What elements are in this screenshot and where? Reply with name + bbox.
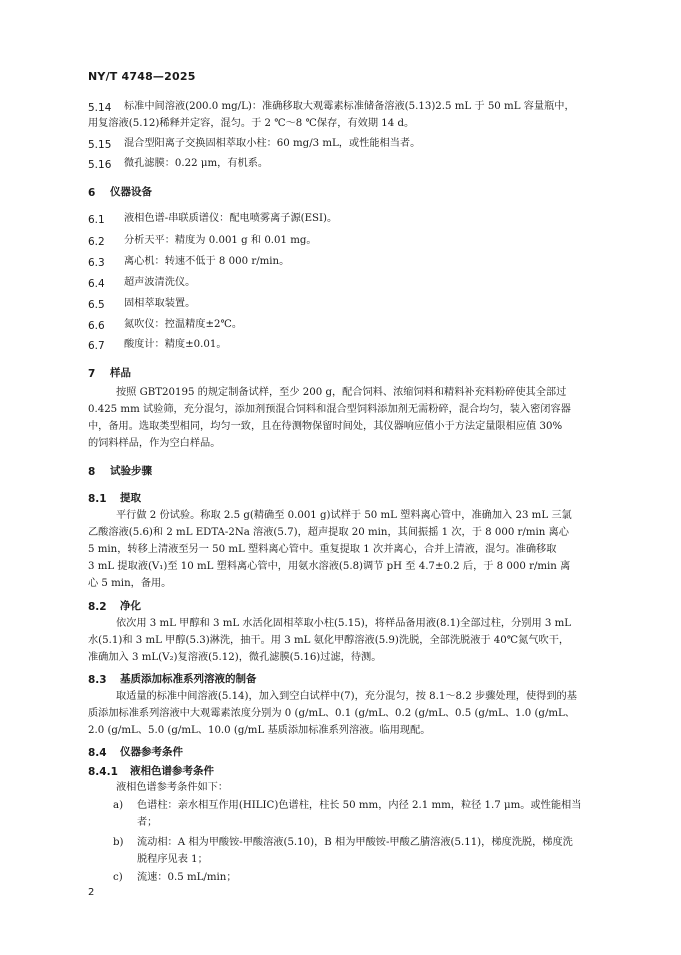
section-title: 仪器设备 (110, 186, 152, 198)
subsection-title: 基质添加标准系列溶液的制备 (120, 673, 257, 685)
item-number: 6.6 (88, 320, 105, 332)
list-marker: a) (113, 800, 124, 811)
item-number: 5.14 (88, 102, 112, 114)
conditions-intro: 液相色谱参考条件如下： (116, 782, 229, 793)
item-number: 6.3 (88, 257, 105, 269)
item-text: 微孔滤膜：0.22 μm，有机系。 (124, 158, 269, 169)
item-text: 分析天平：精度为 0.001 g 和 0.01 mg。 (124, 235, 317, 246)
subsection-title: 净化 (120, 600, 141, 612)
list-marker: c) (113, 872, 123, 883)
item-text: 用复溶液(5.12)稀释并定容，混匀。于 2 ℃～8 ℃保存，有效期 14 d。 (88, 118, 415, 129)
item-number: 5.15 (88, 139, 112, 151)
document-page: NY/T 4748—2025 5.14 标准中间溶液(200.0 mg/L)：准确移取大观霉素标准储备溶液(5.13)2.5 mL 于 50 mL 容量瓶中， 用复溶液(5.12)稀释并定容，混匀。于 2 ℃～8 ℃保存，有效期 14 d。 5.15 混合型阳离子交换固相萃取小柱：60 mg/3 mL，或性能相当者。 5.16 微孔滤膜：0.22 μm，有机系。 6 仪器设备 6.1 液相色谱-串联质谱仪：配电喷雾离子源(ESI)。 6.2 分析天平：精度为 0.001 g 和 0.01 mg。 6.3 离心机：转速不低于 8 000 r/min。 6.4 超声波清洗仪。 6.5 固相萃取装置。 6.6 氮吹仪：控温精度±2℃。 6.7 酸度计：精度±0.01。 7 样品 按照 GBT20195 的规定制备试样，至少 200 g，配合饲料、浓缩饲料和精料补充料粉碎使其全部过 0.425 mm 试验筛，充分混匀，添加剂预混合饲料和混合型饲料添加剂无需粉碎，混合均匀，装入密闭容器 中，备用。选取类型相同，均匀一致，且在待测物保留时间处，其仪器响应值小于方法定量限相应值 30% 的饲料样品，作为空白样品。 8 试验步骤 8.1 提取 平行做 2 份试验。称取 2.5 g(精确至 0.001 g)试样于 50 mL 塑料离心管中，准确加入 23 mL 三氯 乙酸溶液(5.6)和 2 mL EDTA-2Na 溶液(5.7)，超声提取 20 min，其间振摇 1 次，于 8 000 r/min 离心 5 min，转移上清液至另一 50 mL 塑料离心管中。重复提取 1 次并离心，合并上清液，混匀。准确移取 3 mL 提取液(V₁)至 10 mL 塑料离心管中，用氨水溶液(5.8)调节 pH 至 4.7±0.2 后，于 8 000 r/min 离 心 5 min，备用。 8.2 净化 依次用 3 mL 甲醇和 3 mL 水活化固相萃取小柱(5.15)，将样品备用液(8.1)全部过柱，分别用 3 mL 水(5.1)和 3 mL 甲醇(5.3)淋洗，抽干。用 3 mL 氨化甲醇溶液(5.9)洗脱，全部洗脱液于 40℃氮气吹干， 准确加入 3 mL(V₂)复溶液(5.12)，微孔滤膜(5.16)过滤，待测。 8.3 基质添加标准系列溶液的制备 取适量的标准中间溶液(5.14)，加入到空白试样中(7)，充分混匀，按 8.1～8.2 步骤处理，使得到的基 质添加标准系列溶液中大观霉素浓度分别为 0 (g/mL、0.1 (g/mL、0.2 (g/mL、0.5 (g/mL、1.0 (g/mL、 2.0 (g/mL、5.0 (g/mL、10.0 (g/mL 基质添加标准系列溶液。临用现配。 8.4 仪器参考条件 8.4.1 液相色谱参考条件 液相色谱参考条件如下： a) 色谱柱：亲水相互作用(HILIC)色谱柱，柱长 50 mm，内径 2.1 mm，粒径 1.7 μm。或性能相当 者； b) 流动相：A 相为甲酸铵-甲酸溶液(5.10)，B 相为甲酸铵-甲酸乙腈溶液(5.11)，梯度洗脱，梯度洗 脱程序见表 1； c) 流速：0.5 mL/min； 2 (88, 70, 582, 898)
item-text: 标准中间溶液(200.0 mg/L)：准确移取大观霉素标准储备溶液(5.13)2.5 mL 于 50 mL 容量瓶中， (124, 101, 575, 112)
item-text: 离心机：转速不低于 8 000 r/min。 (124, 256, 290, 267)
item-number: 6.5 (88, 299, 105, 311)
page-number: 2 (88, 887, 95, 898)
item-number: 6.1 (88, 214, 105, 226)
standard-code: NY/T 4748—2025 (88, 70, 196, 83)
subsection-title: 提取 (120, 492, 141, 504)
subsection-title: 仪器参考条件 (120, 746, 183, 758)
item-text: 酸度计：精度±0.01。 (124, 339, 227, 350)
subsection-title: 液相色谱参考条件 (130, 765, 214, 777)
item-text: 混合型阳离子交换固相萃取小柱：60 mg/3 mL，或性能相当者。 (124, 138, 421, 149)
item-number: 5.16 (88, 159, 112, 171)
item-number: 6.2 (88, 236, 105, 248)
item-text: 液相色谱-串联质谱仪：配电喷雾离子源(ESI)。 (124, 213, 338, 224)
item-text: 超声波清洗仪。 (124, 277, 196, 288)
item-number: 6.7 (88, 340, 105, 352)
item-text: 氮吹仪：控温精度±2℃。 (124, 319, 243, 330)
section-title: 样品 (110, 367, 131, 379)
section-title: 试验步骤 (110, 465, 152, 477)
item-text: 固相萃取装置。 (124, 298, 196, 309)
list-marker: b) (113, 837, 124, 848)
item-number: 6.4 (88, 278, 105, 290)
